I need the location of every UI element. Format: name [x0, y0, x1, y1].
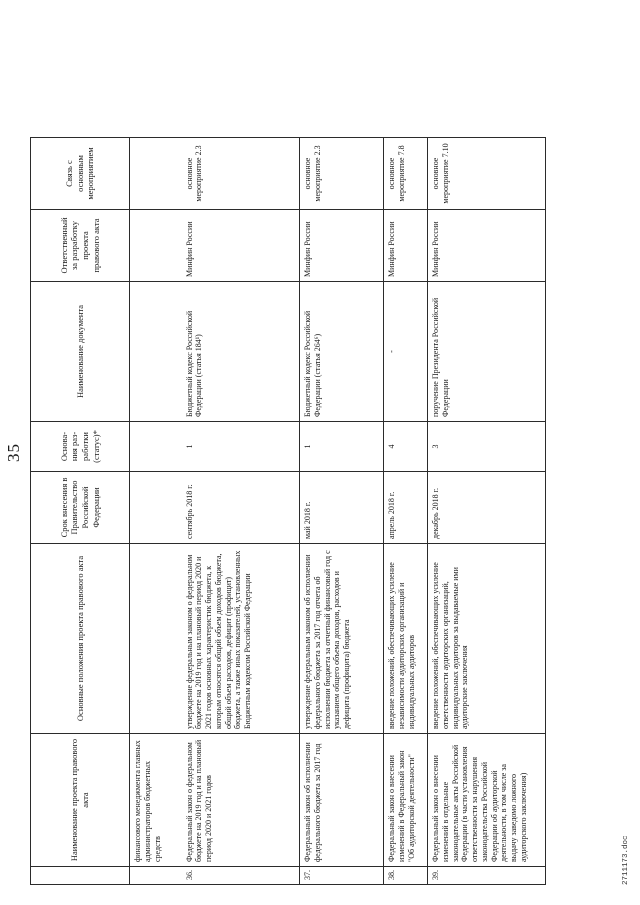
row-status: 4: [384, 422, 428, 472]
col-header-status: Основа-ния раз-работки (статус)*: [31, 422, 130, 472]
row-responsible: Минфин России: [182, 210, 300, 282]
row-link: основное мероприятие 2.3: [300, 138, 384, 210]
row-link: основное мероприятие 7.8: [384, 138, 428, 210]
document-file-code: 2711173.doc: [622, 835, 630, 885]
row-act-name: Федеральный закон о федеральном бюджете на 2019 год и на плановый период 2020 и 2021 годов: [182, 734, 300, 867]
row-responsible: Минфин России: [300, 210, 384, 282]
row-number: 39.: [428, 867, 546, 885]
row-provisions: утверждение федеральным законом о федеральном бюджете на 2019 год и на плановый период 2020 и 2021 годов основных характеристик бюджета, к которым относятся общий объем доходов бюджета, общий объем расходов, дефицит (профицит) бюджета, а также иных показателей, установленных Бюджетным кодексом Российской Федерации: [182, 544, 300, 734]
continuation-act-name: финансового менеджмента главных администраторов бюджетных средств: [130, 734, 182, 867]
legislative-acts-table: [30, 137, 546, 885]
row-number: 36.: [182, 867, 300, 885]
row-document: поручение Президента Российской Федерации: [428, 282, 546, 422]
row-status: 3: [428, 422, 546, 472]
col-header-number: [31, 867, 130, 885]
row-provisions: введение положений, обеспечивающих усиление независимости аудиторских организаций и индивидуальных аудиторов: [384, 544, 428, 734]
col-header-deadline: Срок внесения в Правительство Российской Федерации: [31, 472, 130, 544]
table-row: [428, 138, 546, 885]
row-deadline: сентябрь 2018 г.: [182, 472, 300, 544]
row-link: основное мероприятие 7.10: [428, 138, 546, 210]
row-act-name: Федеральный закон об исполнении федерального бюджета за 2017 год: [300, 734, 384, 867]
row-status: 1: [182, 422, 300, 472]
row-number: 38.: [384, 867, 428, 885]
row-status: 1: [300, 422, 384, 472]
table-row: [384, 138, 428, 885]
table-row-continuation: [130, 138, 182, 885]
row-document: -: [384, 282, 428, 422]
page-number: 35: [4, 443, 23, 462]
table-row: [182, 138, 300, 885]
row-document: Бюджетный кодекс Российской Федерации (статья 264⁶): [300, 282, 384, 422]
row-number: 37.: [300, 867, 384, 885]
table-header-row: [31, 138, 130, 885]
row-document: Бюджетный кодекс Российской Федерации (статья 184¹): [182, 282, 300, 422]
table-row: [300, 138, 384, 885]
row-deadline: декабрь 2018 г.: [428, 472, 546, 544]
row-provisions: утверждение федеральным законом об исполнении федерального бюджета за 2017 год отчета об исполнении бюджета за отчетный финансовый год с указанием общего объема доходов, расходов и дефицита (профицита) бюджета: [300, 544, 384, 734]
col-header-act-name: Наименование проекта правового акта: [31, 734, 130, 867]
row-responsible: Минфин России: [384, 210, 428, 282]
col-header-link: Связь с основным мероприятием: [31, 138, 130, 210]
col-header-document: Наименование документа: [31, 282, 130, 422]
col-header-provisions: Основные положения проекта правового акта: [31, 544, 130, 734]
col-header-responsible: Ответственный за разработку проекта правового акта: [31, 210, 130, 282]
row-responsible: Минфин России: [428, 210, 546, 282]
row-deadline: апрель 2018 г.: [384, 472, 428, 544]
row-link: основное мероприятие 2.3: [182, 138, 300, 210]
row-deadline: май 2018 г.: [300, 472, 384, 544]
row-act-name: Федеральный закон о внесении изменений в отдельные законодательные акты Российской Федерации (в части установления ответственности за нарушения законодательства Российской Федерации об аудиторской деятельности, в том числе за выдачу заведомо ложного аудиторского заключения): [428, 734, 546, 867]
row-act-name: Федеральный закон о внесении изменений в Федеральный закон "Об аудиторской деятельности": [384, 734, 428, 867]
row-provisions: введение положений, обеспечивающих усиление ответственности аудиторских организаций, индивидуальных аудиторов за выдаваемые ими аудиторские заключения: [428, 544, 546, 734]
